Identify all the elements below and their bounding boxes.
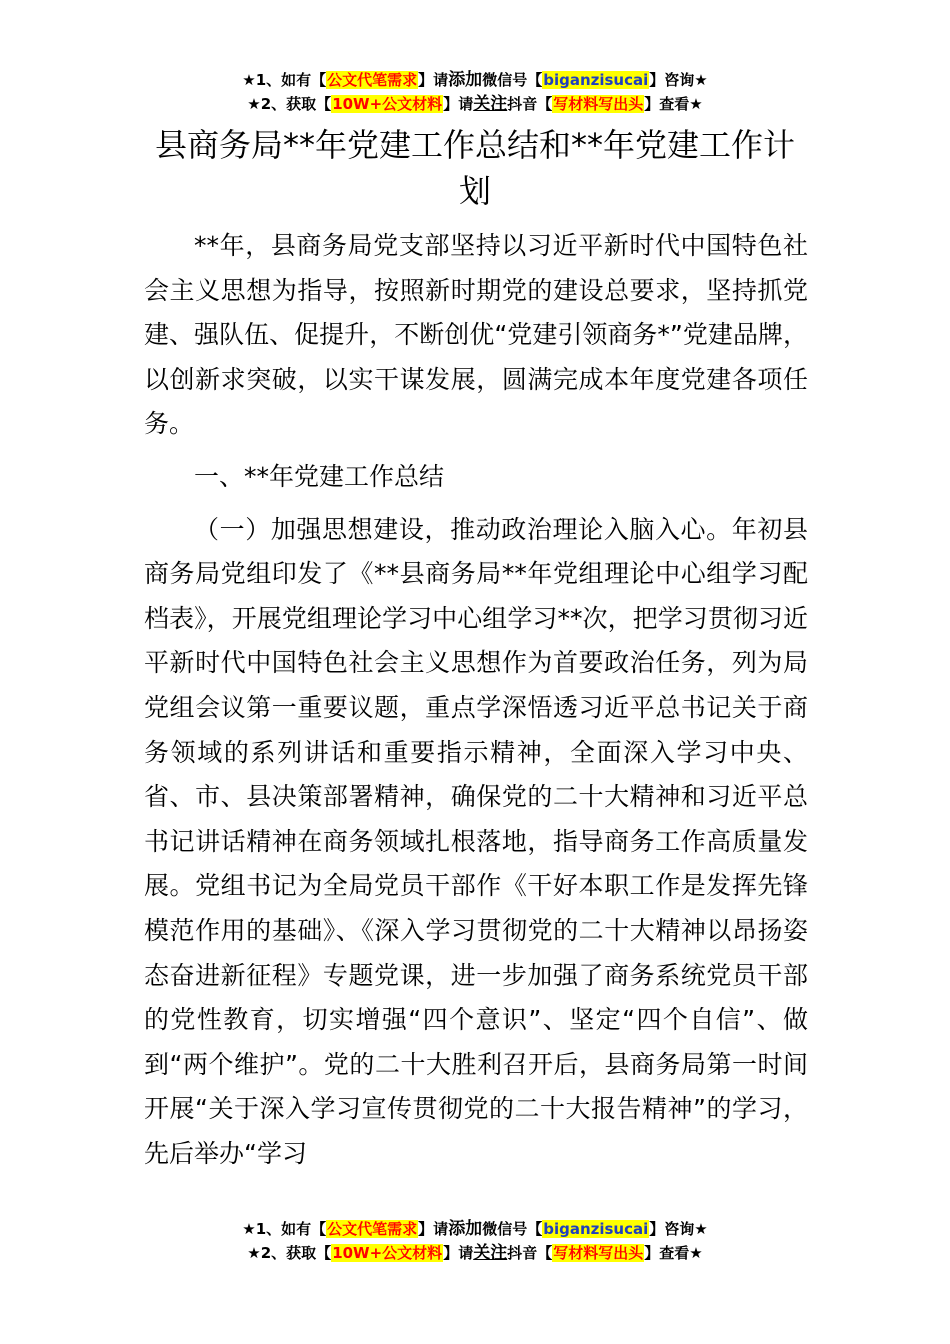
promo-line-2: ★2、获取【10W+公文材料】请关注抖音【写材料写出头】查看★ [247, 1243, 703, 1263]
promo-line-1: ★1、如有【公文代笔需求】请添加微信号【biganzisucai】咨询★ [242, 70, 708, 90]
document-body [144, 224, 808, 1176]
section-heading: 一、**年党建工作总结 [194, 461, 445, 491]
promo-wechat-id: biganzisucai [543, 71, 649, 89]
promo-line-2: ★2、获取【10W+公文材料】请关注抖音【写材料写出头】查看★ [247, 94, 703, 114]
header-promo-banner [0, 68, 950, 116]
paragraph-section-1: （一）加强思想建设，推动政治理论入脑入心。年初县商务局党组印发了《**县商务局**年党组理论中心组学习配档表》，开展党组理论学习中心组学习**次，把学习贯彻习近平新时代中国特色社会主义思想作为首要政治任务，列为局党组会议第一重要议题，重点学深悟透习近平总书记关于商务领域的系列讲话和重要指示精神，全面深入学习中央、省、市、县决策部署精神，确保党的二十大精神和习近平总书记讲话精神在商务领域扎根落地，指导商务工作高质量发展。党组书记为全局党员干部作《干好本职工作是发挥先锋模范作用的基础》、《深入学习贯彻党的二十大精神以昂扬姿态奋进新征程》专题党课，进一步加强了商务系统党员干部的党性教育，切实增强“四个意识”、坚定“四个自信”、做到“两个维护”。党的二十大胜利召开后，县商务局第一时间开展“关于深入学习宣传贯彻党的二十大报告精神”的学习，先后举办“学习 [144, 514, 808, 1168]
paragraph-intro: **年，县商务局党支部坚持以习近平新时代中国特色社会主义思想为指导，按照新时期党的建设总要求，坚持抓党建、强队伍、促提升，不断创优“党建引领商务*”党建品牌，以创新求突破，以实干谋发展，圆满完成本年度党建各项任务。 [144, 231, 808, 439]
promo-highlight: 公文代笔需求 [327, 1220, 418, 1238]
promo-wechat-id: biganzisucai [543, 1220, 649, 1238]
document-title: 县商务局**年党建工作总结和**年党建工作计划 [154, 126, 795, 210]
promo-douyin-id: 写材料写出头 [553, 95, 644, 113]
promo-highlight: 10W+公文材料 [332, 95, 443, 113]
promo-line-1: ★1、如有【公文代笔需求】请添加微信号【biganzisucai】咨询★ [242, 1219, 708, 1239]
footer-promo-banner [0, 1217, 950, 1265]
promo-highlight: 公文代笔需求 [327, 71, 418, 89]
promo-douyin-id: 写材料写出头 [553, 1244, 644, 1262]
promo-highlight: 10W+公文材料 [332, 1244, 443, 1262]
